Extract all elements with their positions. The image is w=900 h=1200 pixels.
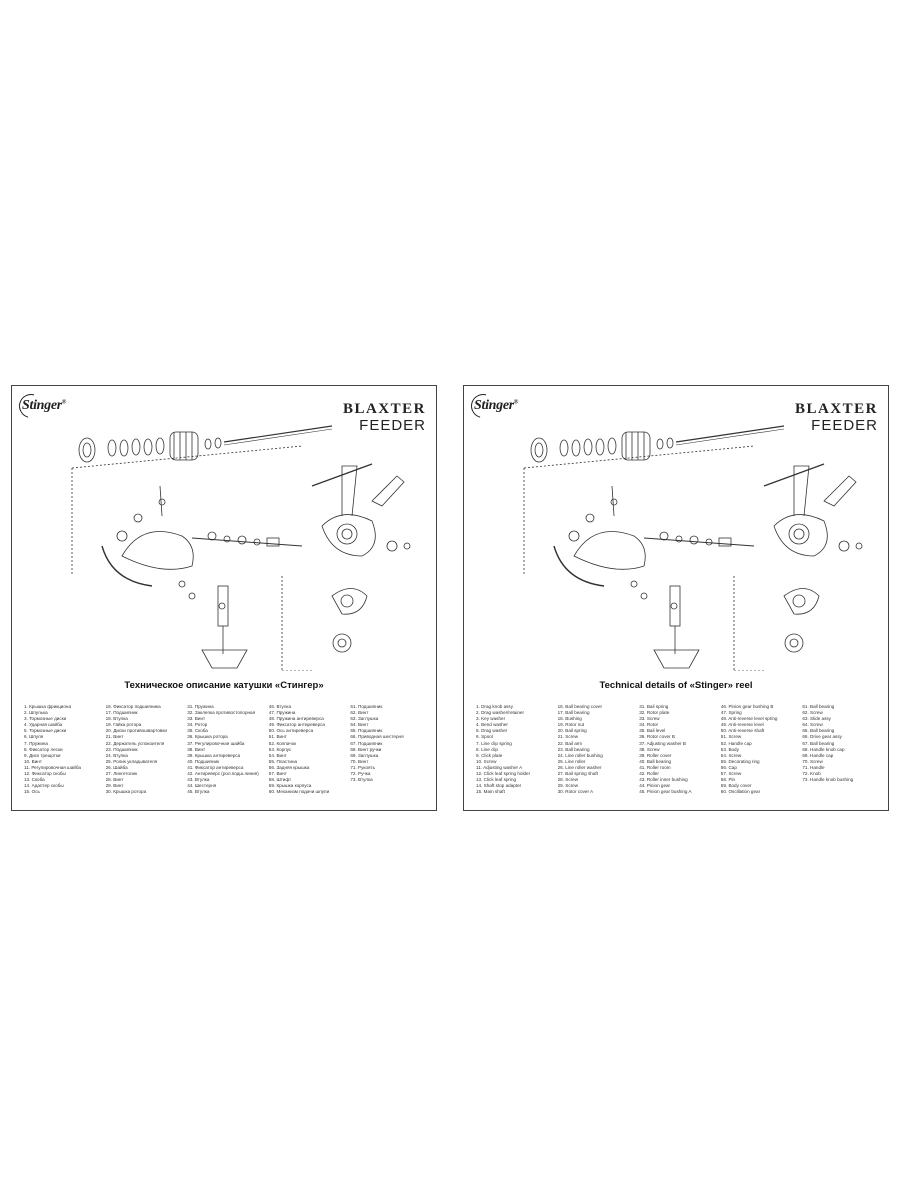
part-item: 71. Рукоять bbox=[350, 764, 375, 770]
part-item: 47. Пружина bbox=[268, 710, 296, 716]
part-item: 34. Rotor bbox=[639, 722, 659, 728]
part-item: 26. Шайба bbox=[105, 764, 128, 770]
part-item: 47. Spring bbox=[720, 710, 742, 716]
drag-knob-part bbox=[79, 438, 95, 462]
part-item: 3. Тормозные диски bbox=[24, 716, 67, 722]
part-item: 7. Line clip spring bbox=[476, 740, 512, 746]
part-item: 8. Фиксатор лески bbox=[24, 746, 63, 752]
part-item: 25. Line roller bbox=[557, 758, 586, 764]
part-item: 71. Handle bbox=[802, 764, 825, 770]
part-item: 29. Screw bbox=[557, 783, 579, 789]
part-item: 13. Click leaf spring bbox=[476, 777, 517, 783]
parts-column bbox=[476, 704, 554, 795]
part-item: 25. Ролик укладывателя bbox=[105, 758, 158, 764]
parts-column bbox=[106, 704, 184, 795]
part-item: 69. Заглушка bbox=[350, 752, 379, 758]
model-line2: FEEDER bbox=[811, 417, 878, 434]
cup-part bbox=[654, 650, 699, 668]
part-item: 5. Drag washer bbox=[476, 728, 508, 734]
part-item: 33. Screw bbox=[639, 716, 660, 722]
part-item: 58. Pin bbox=[720, 777, 736, 783]
part-item: 73. Handle knob bushing bbox=[802, 777, 854, 783]
side-cover-part bbox=[784, 589, 819, 615]
part-item: 22. Bail arm bbox=[557, 740, 583, 746]
parts-column bbox=[350, 704, 428, 795]
part-item: 1. Крышка фрикциона bbox=[24, 704, 72, 709]
part-item: 20. Bail spring bbox=[557, 728, 587, 734]
part-item: 54. Винт bbox=[268, 752, 287, 758]
rotor-part bbox=[122, 532, 193, 570]
part-item: 48. Anti-reverse level spring bbox=[720, 716, 778, 722]
part-item: 60. Oscillation gear bbox=[720, 789, 761, 795]
part-item: 61. Подшипник bbox=[350, 704, 383, 709]
part-item: 22. Держатель успокоителя bbox=[105, 740, 165, 746]
model-line2: FEEDER bbox=[359, 417, 426, 434]
parts-list bbox=[476, 704, 880, 795]
part-item: 11. Adjusting washer A bbox=[476, 764, 523, 770]
part-item: 15. Ось bbox=[24, 789, 40, 795]
part-item: 27. Лингетолик bbox=[105, 771, 138, 777]
part-item: 6. Spool bbox=[476, 734, 493, 740]
part-item: 41. Фиксатор антиреверса bbox=[187, 764, 244, 770]
part-item: 30. Крышка ротора bbox=[105, 789, 147, 795]
part-item: 16. Фиксатор подшипника bbox=[105, 704, 161, 709]
part-item: 14. Shaft stop adapter bbox=[476, 783, 522, 789]
part-item: 39. Roller cover bbox=[639, 752, 672, 758]
part-item: 31. Пружина bbox=[187, 704, 214, 709]
part-item: 50. Ось антиреверса bbox=[268, 728, 314, 734]
part-item: 12. Фиксатор скобы bbox=[24, 771, 66, 777]
part-item: 23. Ball bearing bbox=[557, 746, 590, 752]
part-item: 66. Drive gear assy bbox=[802, 734, 842, 740]
parts-list bbox=[24, 704, 428, 795]
part-item: 36. Rotor cover B bbox=[639, 734, 675, 740]
sheet-title: Техническое описание катушки «Стингер» bbox=[124, 680, 324, 691]
part-item: 50. Anti-reverse shaft bbox=[720, 728, 765, 734]
gear-part bbox=[333, 634, 351, 652]
part-item: 72. Knob bbox=[802, 771, 821, 777]
part-item: 28. Винт bbox=[105, 777, 124, 783]
part-item: 49. Фиксатор антиреверса bbox=[268, 722, 325, 728]
brand-logo: Stinger® bbox=[22, 398, 66, 414]
part-item: 1. Drag knob assy bbox=[476, 704, 514, 709]
parts-column bbox=[721, 704, 799, 795]
part-item: 21. Винт bbox=[105, 734, 124, 740]
parts-column bbox=[187, 704, 265, 795]
part-item: 41. Roller room bbox=[639, 764, 671, 770]
parts-column bbox=[269, 704, 347, 795]
part-item: 44. Шестерня bbox=[187, 783, 217, 789]
exploded-reel-diagram bbox=[494, 406, 884, 671]
part-item: 20. Диски противошвартовки bbox=[105, 728, 167, 734]
part-item: 62. Винт bbox=[350, 710, 369, 716]
part-item: 6. Шпуля bbox=[24, 734, 44, 740]
part-item: 45. Втулка bbox=[187, 789, 210, 795]
drag-knob-part bbox=[531, 438, 547, 462]
part-item: 69. Handle cap bbox=[802, 752, 834, 758]
cup-part bbox=[202, 650, 247, 668]
part-item: 72. Ручка bbox=[350, 771, 371, 777]
part-item: 68. Handle knob cap bbox=[802, 746, 845, 752]
exploded-reel-diagram bbox=[42, 406, 432, 671]
part-item: 65. Подшипник bbox=[350, 728, 383, 734]
part-item: 4. Ударная шайба bbox=[24, 722, 63, 728]
part-item: 9. Диск трещотки bbox=[24, 752, 61, 758]
main-shaft-part bbox=[676, 426, 784, 442]
side-cover-part bbox=[332, 589, 367, 615]
part-item: 57. Screw bbox=[720, 771, 742, 777]
body-part bbox=[774, 515, 827, 556]
model-line1: BLAXTER bbox=[342, 401, 426, 417]
part-item: 49. Anti-reverse level bbox=[720, 722, 764, 728]
part-item: 30. Rotor cover A bbox=[557, 789, 594, 795]
part-item: 35. Скоба bbox=[187, 728, 208, 734]
part-item: 44. Pinion gear bbox=[639, 783, 671, 789]
part-item: 64. Винт bbox=[350, 722, 369, 728]
part-item: 27. Bail spring shaft bbox=[557, 771, 598, 777]
part-item: 38. Винт bbox=[187, 746, 206, 752]
part-item: 23. Подшипник bbox=[105, 746, 138, 752]
part-item: 17. Подшипник bbox=[105, 710, 138, 716]
parts-column bbox=[24, 704, 102, 795]
part-item: 3. Key washer bbox=[476, 716, 506, 722]
part-item: 4. Bend washer bbox=[476, 722, 508, 728]
part-item: 51. Винт bbox=[268, 734, 287, 740]
part-item: 63. Заглушка bbox=[350, 716, 379, 722]
part-item: 62. Screw bbox=[802, 710, 823, 716]
rotor-part bbox=[574, 532, 645, 570]
part-item: 5. Тормозные диски bbox=[24, 728, 67, 734]
part-item: 29. Винт bbox=[105, 783, 124, 789]
part-item: 51. Screw bbox=[720, 734, 742, 740]
part-item: 34. Ротор bbox=[187, 722, 208, 728]
part-item: 17. Ball bearing bbox=[557, 710, 590, 716]
part-item: 19. Rotor nut bbox=[557, 722, 585, 728]
part-item: 13. Скоба bbox=[24, 777, 45, 783]
part-item: 59. Крышка корпуса bbox=[268, 783, 312, 789]
part-item: 36. Крышка ротора bbox=[187, 734, 228, 740]
bail-arm-part bbox=[102, 546, 152, 586]
crank-shaft-part bbox=[218, 586, 228, 626]
part-item: 43. Втулка bbox=[187, 777, 210, 783]
part-item: 45. Pinion gear bushing A bbox=[639, 789, 692, 795]
part-item: 12. Click leaf spring holder bbox=[476, 771, 531, 777]
bail-arm-part bbox=[554, 546, 604, 586]
part-item: 42. Антиреверс (рол.подш.линия) bbox=[187, 771, 259, 777]
part-item: 46. Pinion gear bushing B bbox=[720, 704, 774, 709]
part-item: 26. Line roller washer bbox=[557, 764, 602, 770]
parts-column bbox=[639, 704, 717, 795]
part-item: 67. Подшипник bbox=[350, 740, 383, 746]
part-item: 53. Body bbox=[720, 746, 739, 752]
part-item: 32. Rotor plate bbox=[639, 710, 670, 716]
gear-part bbox=[785, 634, 803, 652]
part-item: 8. Line clip bbox=[476, 746, 498, 752]
part-item: 43. Roller inner bushing bbox=[639, 777, 688, 783]
part-item: 55. Decorating ring bbox=[720, 758, 760, 764]
drive-gear-part bbox=[337, 524, 357, 544]
washer-part bbox=[560, 440, 568, 456]
part-item: 64. Screw bbox=[802, 722, 823, 728]
part-item: 14. Адаптер скобы bbox=[24, 783, 64, 789]
model-line1: BLAXTER bbox=[794, 401, 878, 417]
main-shaft-part bbox=[224, 426, 332, 442]
body-part bbox=[322, 515, 375, 556]
part-item: 15. Main shaft bbox=[476, 789, 505, 795]
part-item: 2. Шпулька bbox=[24, 710, 48, 716]
handle-part bbox=[824, 476, 856, 506]
part-item: 59. Body cover bbox=[720, 783, 752, 789]
part-item: 58. Штифт bbox=[268, 777, 292, 783]
part-item: 24. Втулка bbox=[105, 752, 128, 758]
part-item: 33. Винт bbox=[187, 716, 206, 722]
part-item: 11. Регулировочная шайба bbox=[24, 764, 81, 770]
sheet-title: Technical details of «Stinger» reel bbox=[599, 680, 753, 691]
brand-logo: Stinger® bbox=[474, 398, 518, 414]
part-item: 31. Bail spring bbox=[639, 704, 669, 709]
part-item: 16. Ball bearing cover bbox=[557, 704, 603, 709]
part-item: 53. Корпус bbox=[268, 746, 292, 752]
part-item: 40. Подшипник bbox=[187, 758, 220, 764]
part-item: 65. Ball bearing bbox=[802, 728, 835, 734]
part-item: 56. Cap bbox=[720, 764, 737, 770]
part-item: 28. Screw bbox=[557, 777, 579, 783]
part-item: 70. Винт bbox=[350, 758, 369, 764]
part-item: 42. Roller bbox=[639, 771, 659, 777]
part-item: 10. Винт bbox=[24, 758, 42, 764]
part-item: 48. Пружина антиреверса bbox=[268, 716, 324, 722]
part-item: 9. Click plate bbox=[476, 752, 503, 758]
crank-shaft-part bbox=[670, 586, 680, 626]
part-item: 63. Slide assy bbox=[802, 716, 831, 722]
part-item: 66. Приводная шестерня bbox=[350, 734, 404, 740]
part-item: 52. Колпачок bbox=[268, 740, 297, 746]
part-item: 18. Bushing bbox=[557, 716, 582, 722]
part-item: 24. Line roller bushing bbox=[557, 752, 603, 758]
part-item: 40. Ball bearing bbox=[639, 758, 672, 764]
part-item: 21. Screw bbox=[557, 734, 579, 740]
part-item: 39. Крышка антиреверса bbox=[187, 752, 241, 758]
part-item: 46. Втулка bbox=[268, 704, 292, 709]
drive-gear-part bbox=[789, 524, 809, 544]
part-item: 70. Screw bbox=[802, 758, 823, 764]
part-item: 18. Втулка bbox=[105, 716, 128, 722]
part-item: 57. Винт bbox=[268, 771, 287, 777]
parts-column bbox=[802, 704, 880, 795]
part-item: 68. Винт ручки bbox=[350, 746, 382, 752]
sheet-english bbox=[463, 385, 889, 811]
part-item: 7. Пружина bbox=[24, 740, 48, 746]
parts-column bbox=[558, 704, 636, 795]
part-item: 19. Гайка ротора bbox=[105, 722, 142, 728]
part-item: 60. Механизм подачи шпули bbox=[268, 789, 330, 795]
part-item: 54. Screw bbox=[720, 752, 742, 758]
part-item: 38. Screw bbox=[639, 746, 660, 752]
part-item: 55. Пластина bbox=[268, 758, 298, 764]
part-item: 37. Регулировочная шайба bbox=[187, 740, 245, 746]
washer-part bbox=[108, 440, 116, 456]
part-item: 35. Bail level bbox=[639, 728, 666, 734]
part-item: 10. Screw bbox=[476, 758, 497, 764]
handle-part bbox=[372, 476, 404, 506]
part-item: 73. Втулка bbox=[350, 777, 373, 783]
part-item: 52. Handle cap bbox=[720, 740, 752, 746]
sheet-russian bbox=[11, 385, 437, 811]
part-item: 56. Задняя крышка bbox=[268, 764, 310, 770]
part-item: 2. Drag washer/retainer bbox=[476, 710, 525, 716]
part-item: 32. Заклепка противостопорная bbox=[187, 710, 256, 716]
part-item: 37. Adjusting washer B bbox=[639, 740, 686, 746]
part-item: 61. Ball bearing bbox=[802, 704, 835, 709]
part-item: 67. Ball bearing bbox=[802, 740, 835, 746]
